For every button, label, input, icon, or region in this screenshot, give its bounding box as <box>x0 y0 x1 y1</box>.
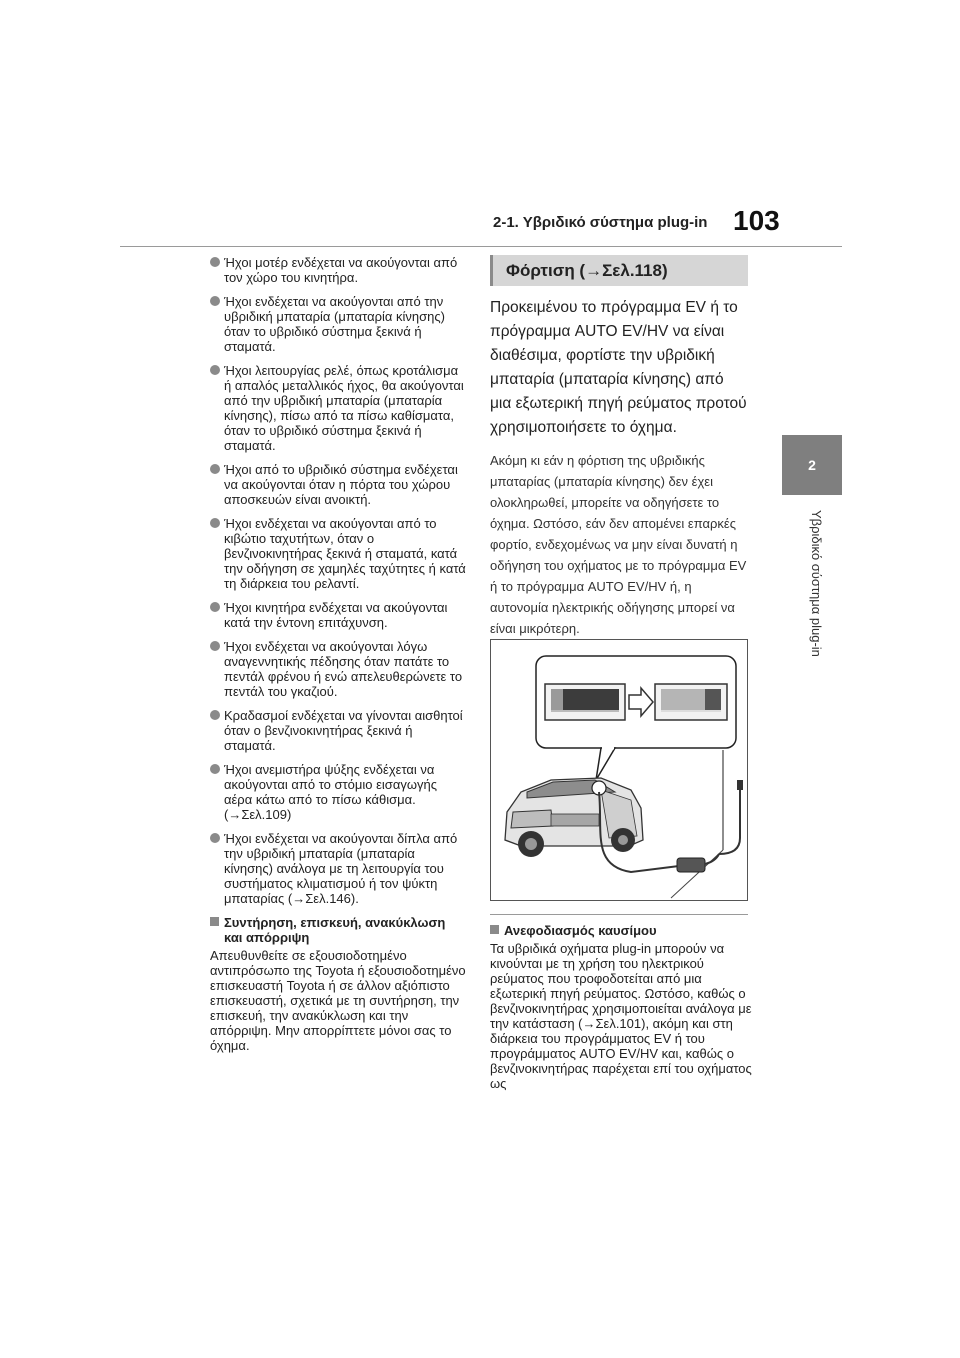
battery-full-icon <box>655 684 727 720</box>
refuel-section <box>490 921 752 1091</box>
refuel-text: Τα υβριδικά οχήματα plug-in μπορούν να κινούνται με τη χρήση του ηλεκτρικού ρεύματος που τροφοδοτείται από μια εξωτερική πηγή ρεύματος. Ωστόσο, καθώς ο βενζινοκινητήρας χρησιμοποιείται ανάλογα με την κατάσταση (→Σελ.101), ακόμη και στη διάρκεια του προγράμματος EV ή του προγράμματος AUTO EV/HV και, καθώς ο βενζινοκινητήρας παρέχεται επί του οχήματος ως <box>490 941 752 1091</box>
maintenance-text: Απευθυνθείτε σε εξουσιοδοτημένο αντιπρόσωπο της Toyota ή εξουσιοδοτημένο επισκευαστή Toyota ή σε άλλον αξιόπιστο επισκευαστή, σχετικά με τη συντήρηση, την επισκευή, την ανακύκλωση και την απόρριψη. Μην απορρίπτετε μόνοι σας το όχημα. <box>210 948 466 1053</box>
chapter-tab-number: 2 <box>808 457 816 473</box>
page-number: 103 <box>733 205 780 236</box>
list-item: Ήχοι ενδέχεται να ακούγονται λόγω αναγεννητικής πέδησης όταν πατάτε το πεντάλ φρένου ή ενώ απελευθερώνετε το πεντάλ του γκαζιού. <box>210 639 467 699</box>
right-column <box>490 255 748 639</box>
figure-divider <box>490 914 748 915</box>
maintenance-heading: Συντήρηση, επισκευή, ανακύκλωση και απόρριψη <box>210 915 467 945</box>
section-title: Φόρτιση (→Σελ.118) <box>490 255 748 286</box>
charging-intro: Προκειμένου το πρόγραμμα EV ή το πρόγραμμα AUTO EV/HV να είναι διαθέσιμα, φορτίστε την υβριδική μπαταρία (μπαταρία κίνησης) από μια εξωτερική πηγή ρεύματος προτού χρησιμοποιήσετε το όχημα. <box>490 299 747 436</box>
chapter-title: 2-1. Υβριδικό σύστημα plug-in <box>493 214 708 231</box>
refuel-heading: Ανεφοδιασμός καυσίμου <box>490 923 752 938</box>
list-item: Ήχοι ανεμιστήρα ψύξης ενδέχεται να ακούγονται από το στόμιο εισαγωγής αέρα κάτω από το πίσω κάθισμα. (→Σελ.109) <box>210 762 467 822</box>
list-item: Κραδασμοί ενδέχεται να γίνονται αισθητοί όταν ο βενζινοκινητήρας ξεκινά ή σταματά. <box>210 708 467 753</box>
charging-unit-icon <box>677 858 705 872</box>
chapter-tab-label: Υβριδικό σύστημα plug-in <box>809 510 824 657</box>
list-item: Ήχοι λειτουργίας ρελέ, όπως κροτάλισμα ή απαλός μεταλλικός ήχος, θα ακούγονται από την υβριδική μπαταρία (μπαταρία κίνησης), πίσω από τα πίσω καθίσματα, όταν το υβριδικό σύστημα ξεκινά ή σταματά. <box>210 363 467 453</box>
chapter-tab <box>782 435 842 495</box>
charging-note: Ακόμη κι εάν η φόρτιση της υβριδικής μπαταρίας (μπαταρία κίνησης) δεν έχει ολοκληρωθεί, μπορείτε να οδηγήσετε το όχημα. Ωστόσο, εάν δεν απομένει επαρκές φορτίο, ενδεχομένως να μην είναι δυνατή η οδήγηση του οχήματος με το πρόγραμμα EV ή το πρόγραμμα AUTO EV/HV ή, η αυτονομία ηλεκτρικής οδήγησης μπορεί να είναι μικρότερη. <box>490 453 747 636</box>
list-item: Ήχοι από το υβριδικό σύστημα ενδέχεται να ακούγονται όταν η πόρτα του χώρου αποσκευών είναι ανοικτή. <box>210 462 467 507</box>
list-item: Ήχοι κινητήρα ενδέχεται να ακούγονται κατά την έντονη επιτάχυνση. <box>210 600 467 630</box>
list-item: Ήχοι μοτέρ ενδέχεται να ακούγονται από τον χώρο του κινητήρα. <box>210 255 467 285</box>
list-item: Ήχοι ενδέχεται να ακούγονται δίπλα από την υβριδική μπαταρία (μπαταρία κίνησης) ανάλογα με τη λειτουργία του συστήματος κλιματισμού ή τον ψύκτη μπαταρίας (→Σελ.146). <box>210 831 467 906</box>
left-column <box>210 255 467 1053</box>
car-icon <box>505 778 643 857</box>
charging-illustration <box>490 639 748 901</box>
list-item: Ήχοι ενδέχεται να ακούγονται από την υβριδική μπαταρία (μπαταρία κίνησης) όταν το υβριδικό σύστημα ξεκινά ή σταματά. <box>210 294 467 354</box>
header-divider <box>120 246 842 247</box>
battery-low-icon <box>545 684 625 720</box>
list-item: Ήχοι ενδέχεται να ακούγονται από το κιβώτιο ταχυτήτων, όταν ο βενζινοκινητήρας ξεκινά ή σταματά, κατά την οδήγηση σε χαμηλές ταχύτητες ή κατά τη διάρκεια του ρελαντί. <box>210 516 467 591</box>
